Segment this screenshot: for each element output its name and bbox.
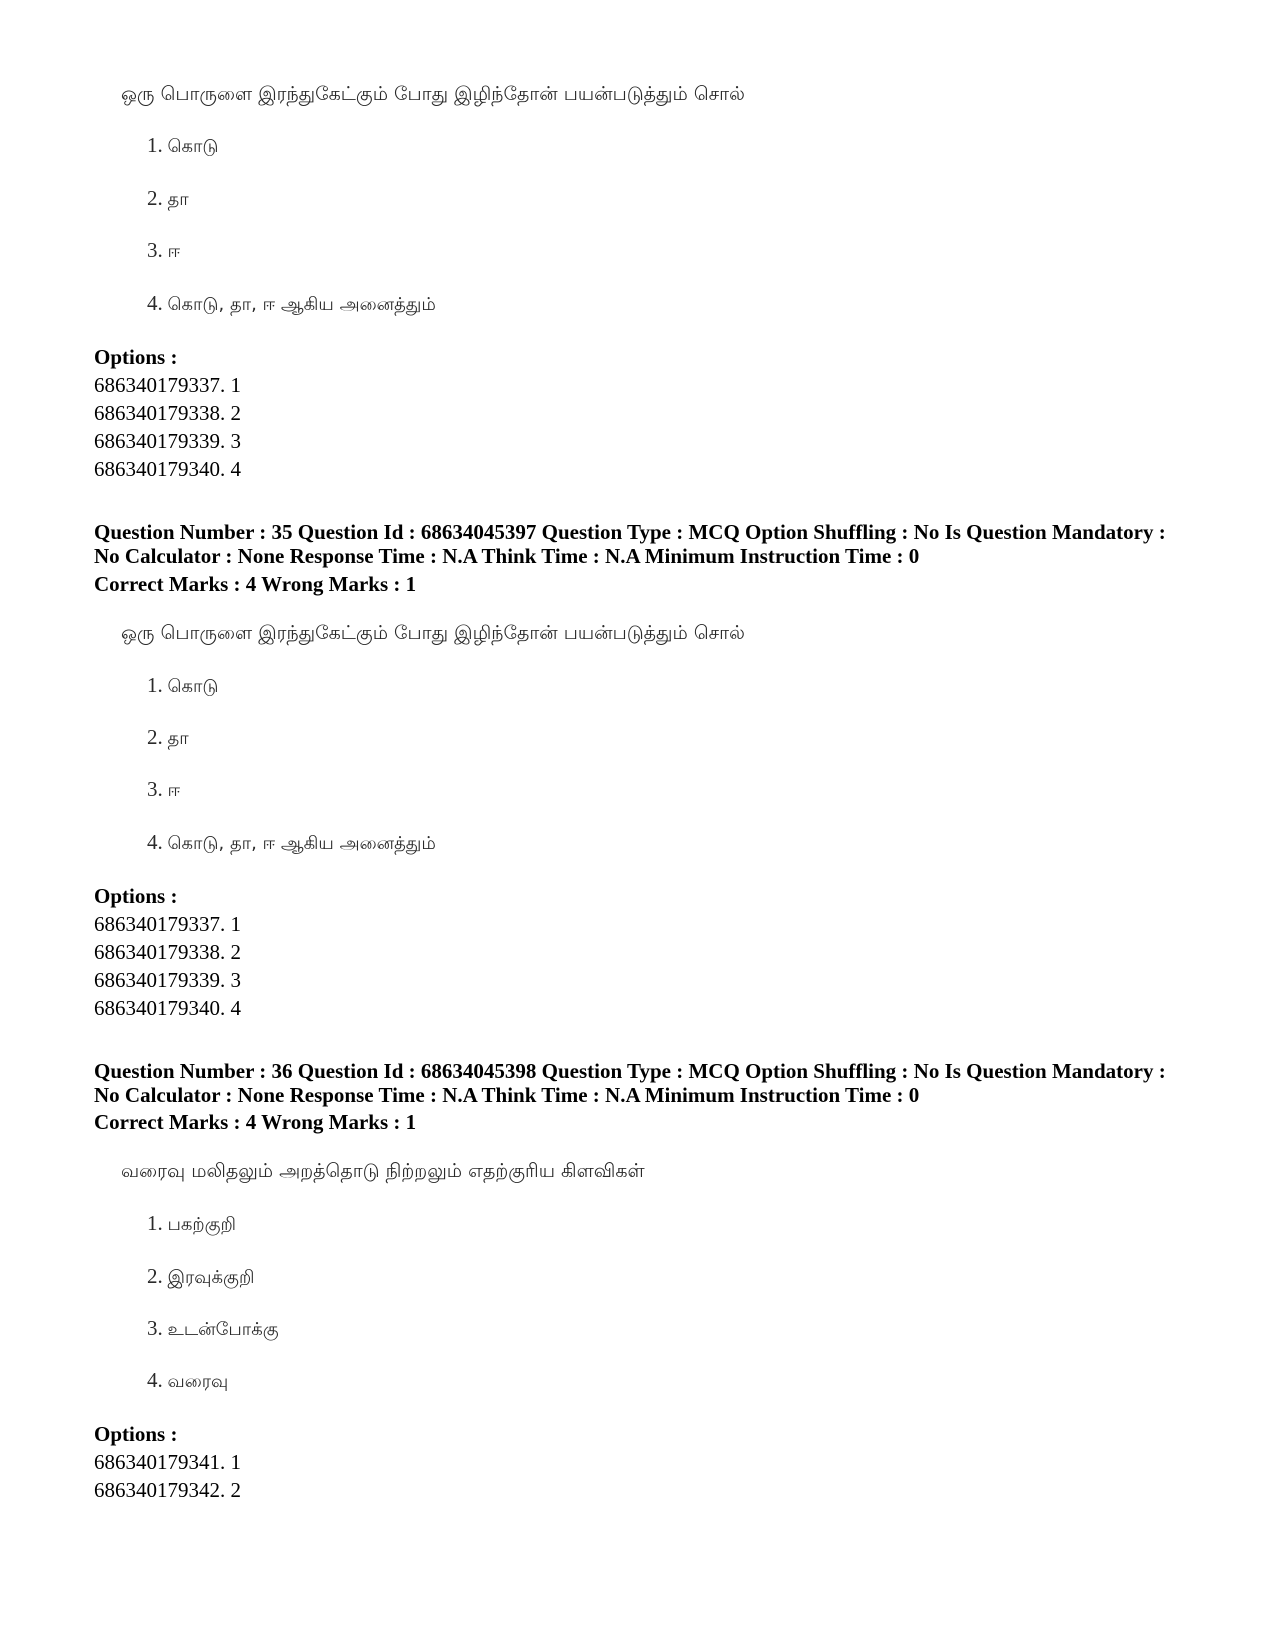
choice-4	[147, 1368, 228, 1394]
choice-number: 4.	[147, 830, 163, 854]
option-id-line: 686340179342. 2	[94, 1478, 241, 1502]
option-id-line: 686340179340. 4	[94, 457, 241, 481]
choice-3	[147, 1316, 279, 1342]
choice-number: 4.	[147, 1368, 163, 1392]
option-id-line: 686340179337. 1	[94, 373, 241, 397]
choice-number: 3.	[147, 238, 163, 262]
option-id-line: 686340179337. 1	[94, 912, 241, 936]
choice-number: 1.	[147, 673, 163, 697]
choice-text: கொடு	[167, 136, 219, 157]
question-meta-line-1: Question Number : 36 Question Id : 68634045398 Question Type : MCQ Option Shuffling : No Is Question Mandatory :	[94, 1059, 1166, 1083]
question-meta-line-2: No Calculator : None Response Time : N.A Think Time : N.A Minimum Instruction Time : 0	[94, 1083, 920, 1107]
choice-number: 2.	[147, 725, 163, 749]
choice-text: தா	[167, 728, 189, 749]
choice-text: கொடு, தா, ஈ ஆகிய அனைத்தும்	[167, 294, 436, 315]
marks-line: Correct Marks : 4 Wrong Marks : 1	[94, 572, 417, 596]
question-meta	[94, 1059, 1244, 1107]
choice-number: 1.	[147, 133, 163, 157]
choice-3	[147, 238, 180, 264]
question-text: வரைவு மலிதலும் அறத்தொடு நிற்றலும் எதற்குரிய கிளவிகள்	[121, 1160, 645, 1182]
question-meta-line-2: No Calculator : None Response Time : N.A Think Time : N.A Minimum Instruction Time : 0	[94, 544, 920, 568]
choice-1	[147, 1211, 236, 1237]
choice-1	[147, 673, 219, 699]
question-meta	[94, 520, 1244, 568]
option-id-line: 686340179340. 4	[94, 996, 241, 1020]
option-id-line: 686340179338. 2	[94, 401, 241, 425]
choice-number: 1.	[147, 1211, 163, 1235]
choice-number: 3.	[147, 1316, 163, 1340]
choice-text: உடன்போக்கு	[167, 1319, 279, 1340]
question-text: ஒரு பொருளை இரந்துகேட்கும் போது இழிந்தோன் பயன்படுத்தும் சொல்	[121, 83, 745, 105]
option-id-line: 686340179339. 3	[94, 968, 241, 992]
option-id-line: 686340179338. 2	[94, 940, 241, 964]
choice-number: 2.	[147, 1264, 163, 1288]
choice-number: 3.	[147, 777, 163, 801]
options-label: Options :	[94, 345, 178, 369]
marks-line: Correct Marks : 4 Wrong Marks : 1	[94, 1110, 417, 1134]
question-meta-line-1: Question Number : 35 Question Id : 68634045397 Question Type : MCQ Option Shuffling : No Is Question Mandatory :	[94, 520, 1166, 544]
choice-1	[147, 133, 219, 159]
choice-text: ஈ	[167, 780, 181, 801]
choice-text: பகற்குறி	[167, 1214, 237, 1235]
choice-text: ஈ	[167, 241, 181, 262]
option-id-line: 686340179339. 3	[94, 429, 241, 453]
choice-number: 4.	[147, 291, 163, 315]
choice-text: கொடு	[167, 676, 219, 697]
choice-2	[147, 725, 189, 751]
choice-number: 2.	[147, 186, 163, 210]
options-label: Options :	[94, 884, 178, 908]
choice-3	[147, 777, 180, 803]
choice-text: வரைவு	[167, 1371, 229, 1392]
choice-text: தா	[167, 189, 189, 210]
choice-text: கொடு, தா, ஈ ஆகிய அனைத்தும்	[167, 833, 436, 854]
choice-2	[147, 1264, 254, 1290]
choice-text: இரவுக்குறி	[167, 1267, 255, 1288]
choice-2	[147, 186, 189, 212]
option-id-line: 686340179341. 1	[94, 1450, 241, 1474]
choice-4	[147, 830, 436, 856]
choice-4	[147, 291, 436, 317]
question-text: ஒரு பொருளை இரந்துகேட்கும் போது இழிந்தோன் பயன்படுத்தும் சொல்	[121, 622, 745, 644]
options-label: Options :	[94, 1422, 178, 1446]
